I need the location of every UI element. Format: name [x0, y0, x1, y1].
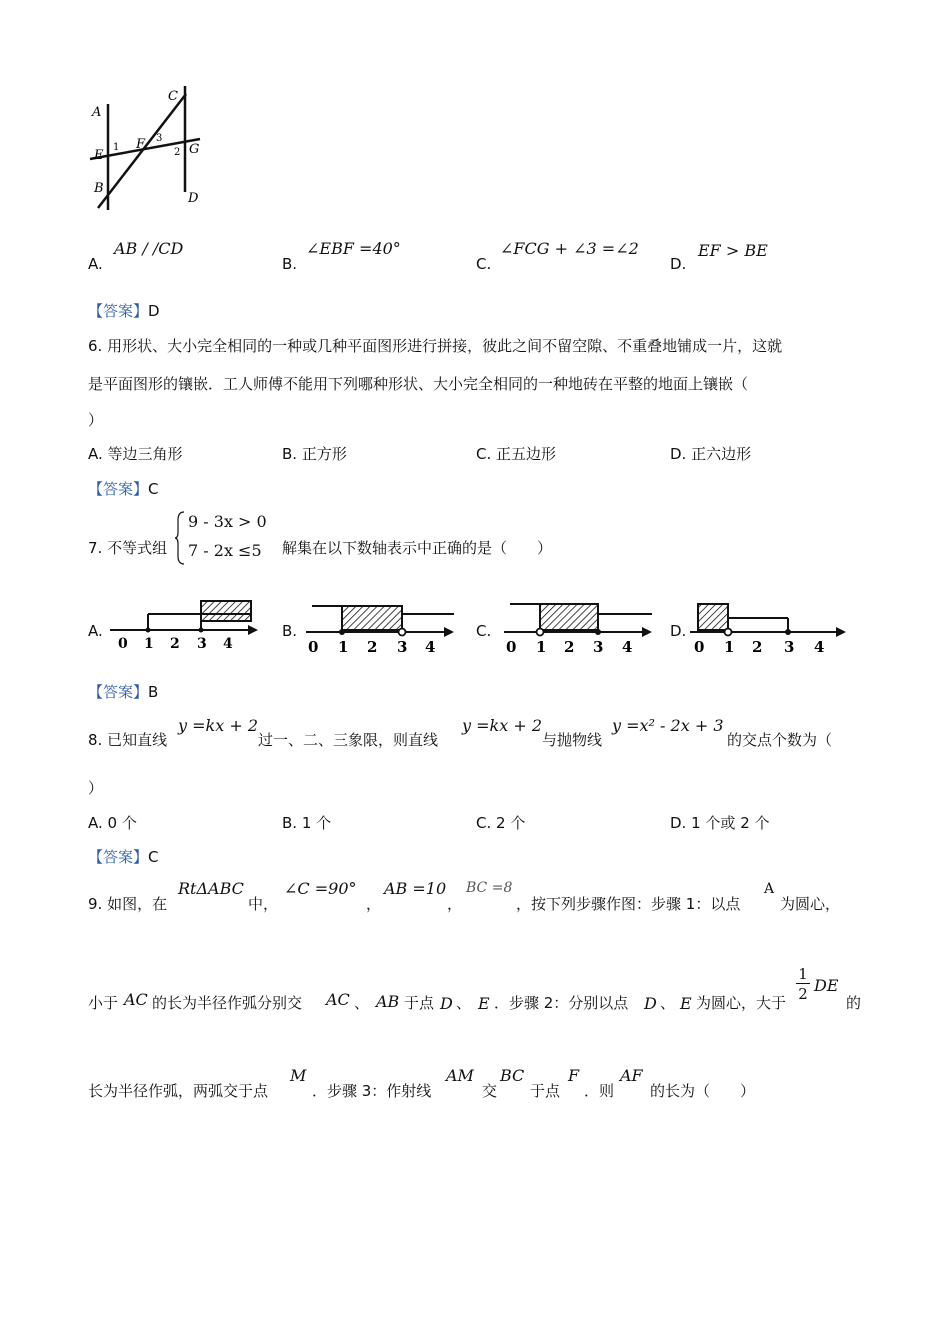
answer-tag: 【答案】: [88, 848, 149, 866]
label-F: F: [136, 137, 146, 152]
q9-math-4: BC =8: [466, 880, 513, 896]
fraction-denominator: 2: [798, 985, 808, 1003]
q5-option-a-math: AB / /CD: [114, 239, 184, 258]
q9-l2-text-8: 为圆心，大于: [696, 994, 787, 1012]
q8-option-a: A. 0 个: [88, 814, 137, 832]
q9-l3-text-5: ．则: [584, 1082, 615, 1100]
q9-text-3: ，: [366, 895, 382, 913]
number-line-a: [106, 596, 266, 656]
svg-text:1: 1: [536, 638, 547, 656]
svg-text:1: 1: [144, 636, 154, 652]
q7-answer: [88, 681, 158, 702]
q8-answer: [88, 846, 159, 867]
parallel-lines-figure: [88, 82, 218, 212]
svg-text:3: 3: [593, 638, 604, 656]
q5-option-b-math: ∠EBF =40°: [306, 239, 401, 258]
q6-option-b: B. 正方形: [282, 445, 347, 463]
answer-tag: 【答案】: [88, 480, 149, 498]
q9-l2-math-5: E: [478, 994, 490, 1013]
svg-text:3: 3: [397, 638, 408, 656]
number-line-b: [302, 596, 462, 656]
svg-text:4: 4: [622, 638, 633, 656]
q9-l3-math-1: M: [290, 1066, 307, 1085]
q9-l2-math-6: D: [644, 994, 657, 1013]
q9-text-2: 中，: [248, 895, 279, 913]
svg-text:2: 2: [564, 638, 575, 656]
q6-line-3: ）: [88, 411, 104, 429]
q9-math-3: AB =10: [384, 879, 447, 898]
q9-l2-text-5: 、: [456, 994, 472, 1012]
q6-line-1: 6. 用形状、大小完全相同的一种或几种平面图形进行拼接，彼此之间不留空隙、不重叠地铺成一片，这就: [88, 337, 783, 355]
q6-line-2: 是平面图形的镶嵌．工人师傅不能用下列哪种形状、大小完全相同的一种地砖在平整的地面上镶嵌（: [88, 375, 749, 393]
q9-l3-math-5: AF: [620, 1066, 643, 1085]
q9-text-6: 为圆心，: [780, 895, 841, 913]
q8-option-d: D. 1 个或 2 个: [670, 814, 770, 832]
q7-option-a-letter: A.: [88, 622, 103, 640]
answer-value: D: [148, 302, 160, 320]
q9-l2-math-8: DE: [814, 976, 839, 995]
q9-text-5: ，按下列步骤作图：步骤 1：以点: [516, 895, 741, 913]
svg-text:1: 1: [338, 638, 349, 656]
svg-text:2: 2: [752, 638, 763, 656]
q5-option-d-letter: D.: [670, 255, 687, 273]
answer-value: C: [148, 480, 159, 498]
svg-text:0: 0: [694, 638, 705, 656]
q9-l2-math-1: AC: [124, 990, 148, 1009]
q7-prefix: 7. 不等式组: [88, 539, 168, 557]
label-D: D: [188, 191, 199, 206]
q8-option-c: C. 2 个: [476, 814, 526, 832]
q9-l2-math-7: E: [680, 994, 692, 1013]
q6-option-d: D. 正六边形: [670, 445, 752, 463]
q9-l2-text-7: 、: [660, 994, 676, 1012]
q9-l3-text-2: ．步骤 3：作射线: [312, 1082, 432, 1100]
q8-math-1: y =kx + 2: [178, 716, 259, 735]
answer-value: C: [148, 848, 159, 866]
q9-l2-text-6: ．步骤 2：分别以点: [494, 994, 629, 1012]
label-1: 1: [113, 142, 120, 153]
q9-math-2: ∠C =90°: [284, 879, 357, 898]
q8-text-1: 8. 已知直线: [88, 731, 168, 749]
label-2: 2: [174, 147, 181, 158]
svg-text:4: 4: [425, 638, 436, 656]
q5-option-a-letter: A.: [88, 255, 103, 273]
svg-text:0: 0: [118, 636, 128, 652]
answer-tag: 【答案】: [88, 302, 149, 320]
fraction-numerator: 1: [798, 965, 808, 983]
q5-option-c-math: ∠FCG + ∠3 =∠2: [500, 239, 639, 258]
q8-text-2: 过一、二、三象限，则直线: [258, 731, 439, 749]
q5-option-b-letter: B.: [282, 255, 298, 273]
svg-text:4: 4: [814, 638, 825, 656]
q5-answer: [88, 300, 160, 321]
q7-suffix: 解集在以下数轴表示中正确的是（ ）: [282, 539, 553, 557]
svg-text:3: 3: [784, 638, 795, 656]
q9-l3-text-6: 的长为（ ）: [650, 1082, 756, 1100]
q9-math-5: A: [764, 881, 775, 897]
q9-l2-text-4: 于点: [404, 994, 435, 1012]
q8-math-3: y =x² - 2x + 3: [612, 716, 724, 735]
q5-option-d-math: EF > BE: [698, 241, 768, 260]
answer-value: B: [148, 683, 159, 701]
q6-answer: [88, 478, 159, 499]
svg-text:1: 1: [724, 638, 735, 656]
svg-text:2: 2: [367, 638, 378, 656]
label-A: A: [92, 105, 102, 120]
q7-option-b-letter: B.: [282, 622, 298, 640]
q9-l2-math-4: D: [440, 994, 453, 1013]
q7-inequality-1: 9 - 3x > 0: [188, 512, 267, 531]
q7-option-c-letter: C.: [476, 622, 492, 640]
label-G: G: [189, 142, 200, 157]
q9-l3-text-3: 交: [482, 1082, 498, 1100]
q9-l3-math-3: BC: [500, 1066, 525, 1085]
svg-text:2: 2: [170, 636, 180, 652]
answer-tag: 【答案】: [88, 683, 149, 701]
q9-l2-math-2: AC: [326, 990, 350, 1009]
q6-option-c: C. 正五边形: [476, 445, 557, 463]
q8-text-4: 的交点个数为（: [727, 731, 833, 749]
svg-text:4: 4: [223, 636, 233, 652]
q9-l2-text-1: 小于: [88, 994, 119, 1012]
q9-text-4: ，: [447, 895, 463, 913]
q9-l2-text-3: 、: [354, 994, 370, 1012]
q8-math-2: y =kx + 2: [462, 716, 543, 735]
q8-text-3: 与抛物线: [542, 731, 603, 749]
svg-text:0: 0: [308, 638, 319, 656]
q9-text-1: 9. 如图，在: [88, 895, 168, 913]
system-brace: [174, 510, 186, 566]
q8-option-b: B. 1 个: [282, 814, 332, 832]
q9-l3-math-2: AM: [446, 1066, 474, 1085]
q9-l3-text-1: 长为半径作弧，两弧交于点: [88, 1082, 269, 1100]
number-line-d: [688, 596, 858, 656]
q6-option-a: A. 等边三角形: [88, 445, 183, 463]
q9-l2-text-2: 的长为半径作弧分别交: [152, 994, 303, 1012]
q7-option-d-letter: D.: [670, 622, 687, 640]
label-E: E: [94, 148, 104, 163]
svg-text:3: 3: [197, 636, 207, 652]
q9-l2-math-3: AB: [376, 992, 400, 1011]
q9-math-1: RtΔABC: [178, 879, 244, 898]
label-B: B: [94, 181, 104, 196]
q9-fraction: [796, 965, 810, 1003]
q5-option-c-letter: C.: [476, 255, 492, 273]
q8-line-2: ）: [88, 779, 104, 797]
q9-l3-text-4: 于点: [530, 1082, 561, 1100]
q7-inequality-2: 7 - 2x ≤5: [188, 541, 262, 560]
svg-text:0: 0: [506, 638, 517, 656]
q9-l2-text-9: 的: [846, 994, 862, 1012]
label-3: 3: [156, 133, 163, 144]
label-C: C: [168, 89, 178, 104]
number-line-c: [500, 596, 660, 656]
q9-l3-math-4: F: [568, 1066, 580, 1085]
